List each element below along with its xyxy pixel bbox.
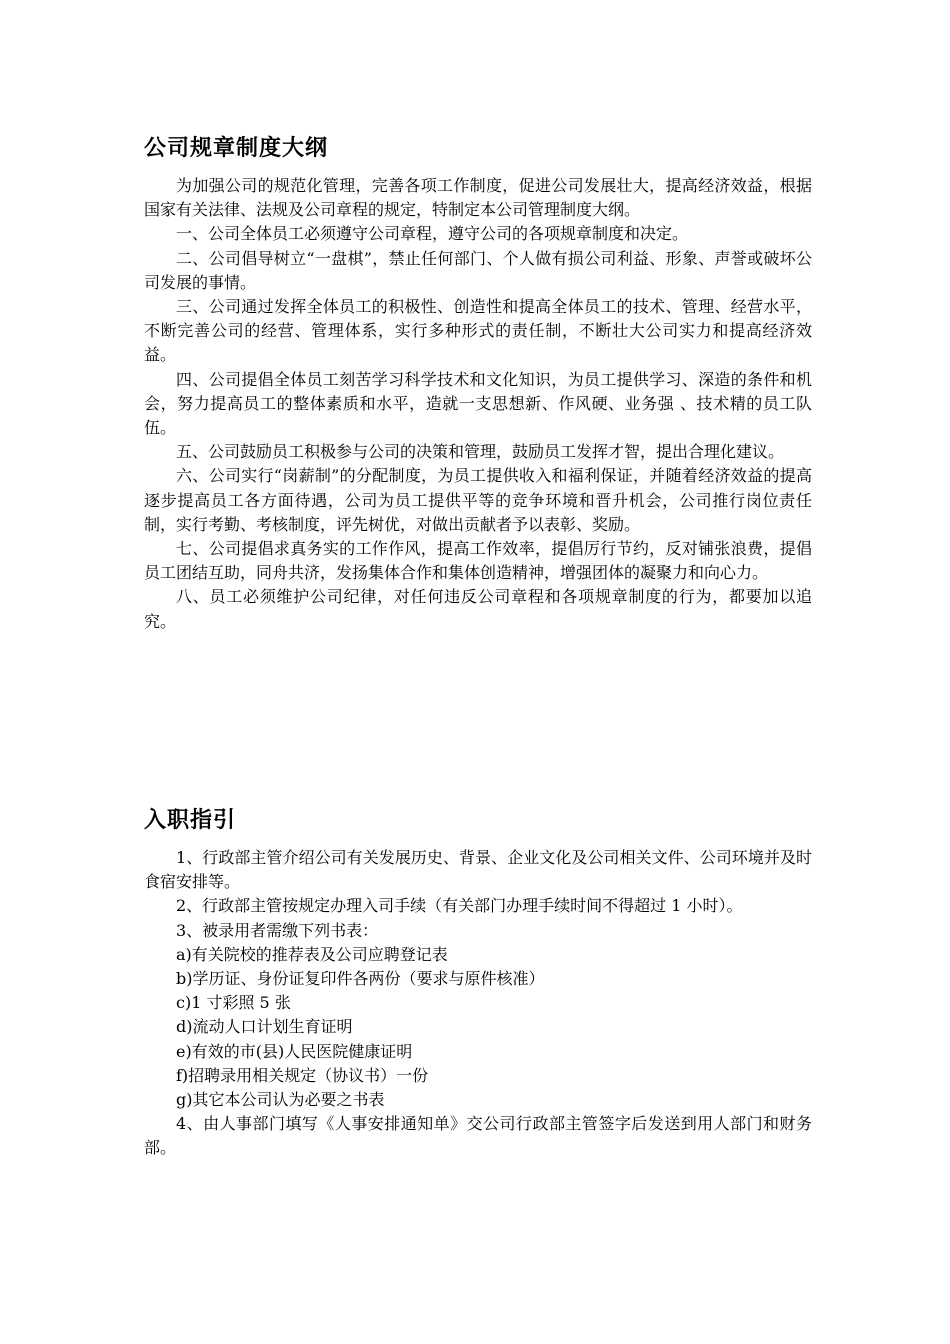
list-item: g)其它本公司认为必要之书表 <box>176 1090 385 1110</box>
list-item: b)学历证、身份证复印件各两份（要求与原件核准） <box>176 969 545 989</box>
paragraph: 六、公司实行“岗薪制”的分配制度，为员工提供收入和福利保证，并随着经济效益的提高逐步提高员工各方面待遇，公司为员工提供平等的竞争环境和晋升机会，公司推行岗位责任制，实行考勤、考核制度，评先树优，对做出贡献者予以表彰、奖励。 <box>144 466 812 534</box>
paragraph: 1、行政部主管介绍公司有关发展历史、背景、企业文化及公司相关文件、公司环境并及时食宿安排等。 <box>144 848 812 892</box>
list-item: c)1 寸彩照 5 张 <box>176 993 291 1013</box>
paragraph: 八、员工必须维护公司纪律，对任何违反公司章程和各项规章制度的行为，都要加以追究。 <box>144 587 812 631</box>
paragraph: 三、公司通过发挥全体员工的积极性、创造性和提高全体员工的技术、管理、经营水平，不断完善公司的经营、管理体系，实行多种形式的责任制，不断壮大公司实力和提高经济效益。 <box>144 297 812 365</box>
list-item: a)有关院校的推荐表及公司应聘登记表 <box>176 944 448 964</box>
paragraph: 4、由人事部门填写《人事安排通知单》交公司行政部主管签字后发送到用人部门和财务部。 <box>144 1114 812 1158</box>
onboarding-body <box>144 846 812 1161</box>
paragraph: 3、被录用者需缴下列书表： <box>176 920 379 940</box>
paragraph: 为加强公司的规范化管理，完善各项工作制度，促进公司发展壮大，提高经济效益，根据国家有关法律、法规及公司章程的规定，特制定本公司管理制度大纲。 <box>144 176 812 220</box>
paragraph: 一、公司全体员工必须遵守公司章程，遵守公司的各项规章制度和决定。 <box>176 224 689 244</box>
section-title-onboarding: 入职指引 <box>144 808 237 833</box>
paragraph: 五、公司鼓励员工积极参与公司的决策和管理，鼓励员工发挥才智，提出合理化建议。 <box>176 442 785 462</box>
paragraph: 2、行政部主管按规定办理入司手续（有关部门办理手续时间不得超过 1 小时）。 <box>176 896 743 916</box>
list-item: f)招聘录用相关规定（协议书）一份 <box>176 1065 429 1085</box>
list-item: e)有效的市(县)人民医院健康证明 <box>176 1041 413 1061</box>
paragraph: 四、公司提倡全体员工刻苦学习科学技术和文化知识，为员工提供学习、深造的条件和机会，努力提高员工的整体素质和水平，造就一支思想新、作风硬、业务强 、技术精的员工队伍。 <box>144 369 812 438</box>
list-item: d)流动人口计划生育证明 <box>176 1017 353 1037</box>
section-title-regulations: 公司规章制度大纲 <box>144 136 329 161</box>
paragraph: 七、公司提倡求真务实的工作作风，提高工作效率，提倡厉行节约，反对铺张浪费，提倡员工团结互助，同舟共济，发扬集体合作和集体创造精神，增强团体的凝聚力和向心力。 <box>144 539 812 583</box>
regulations-body <box>144 174 812 634</box>
paragraph: 二、公司倡导树立“一盘棋”，禁止任何部门、个人做有损公司利益、形象、声誉或破坏公司发展的事情。 <box>144 248 812 292</box>
